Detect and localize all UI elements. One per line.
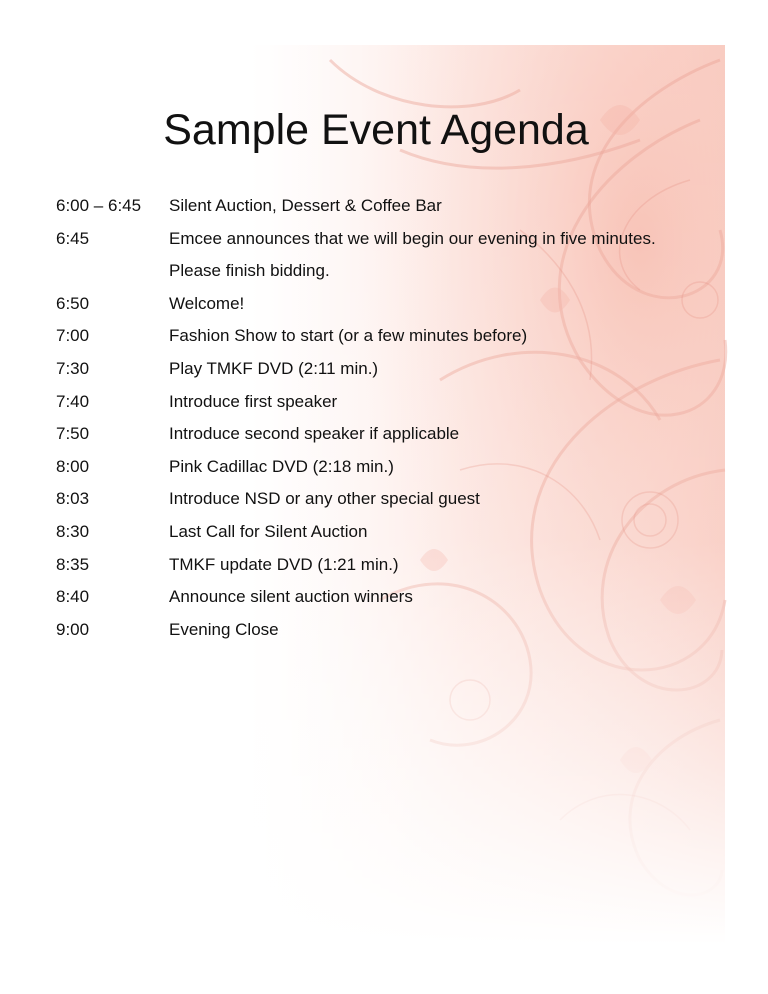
agenda-item: Fashion Show to start (or a few minutes before)	[169, 326, 528, 346]
agenda-row	[56, 356, 736, 389]
agenda-row	[56, 193, 736, 226]
agenda-item: Last Call for Silent Auction	[169, 521, 368, 541]
agenda-row	[56, 389, 736, 422]
agenda-row	[56, 617, 736, 650]
agenda-item: Play TMKF DVD (2:11 min.)	[169, 358, 379, 378]
agenda-row	[56, 454, 736, 487]
agenda-time: 7:40	[56, 391, 90, 411]
agenda-item: Pink Cadillac DVD (2:18 min.)	[169, 456, 394, 476]
agenda-row	[56, 552, 736, 585]
agenda-item: TMKF update DVD (1:21 min.)	[169, 554, 399, 574]
agenda-row	[56, 226, 736, 259]
agenda-row	[56, 258, 736, 291]
agenda-time: 6:00 – 6:45	[56, 196, 142, 215]
agenda-row	[56, 584, 736, 617]
agenda-time: 8:00	[56, 456, 90, 476]
agenda-item: Introduce first speaker	[169, 391, 338, 411]
agenda-time: 9:00	[56, 619, 90, 639]
agenda-time: 7:50	[56, 424, 90, 444]
agenda-item: Introduce second speaker if applicable	[169, 424, 460, 444]
agenda-row	[56, 323, 736, 356]
agenda-row	[56, 486, 736, 519]
agenda-time: 6:45	[56, 228, 90, 248]
agenda-time: 8:30	[56, 521, 90, 541]
agenda-time: 8:40	[56, 587, 90, 607]
agenda-list	[56, 193, 736, 649]
agenda-time: 6:50	[56, 293, 90, 313]
agenda-item: Introduce NSD or any other special guest	[169, 489, 480, 509]
agenda-row	[56, 291, 736, 324]
agenda-row	[56, 421, 736, 454]
agenda-item: Emcee announces that we will begin our evening in five minutes.	[169, 228, 656, 248]
agenda-time: 8:35	[56, 554, 90, 574]
agenda-item: Evening Close	[169, 619, 279, 639]
agenda-item: Welcome!	[169, 293, 245, 313]
agenda-item: Please finish bidding.	[169, 261, 330, 281]
page-title: Sample Event Agenda	[163, 106, 589, 154]
agenda-time: 7:00	[56, 326, 90, 346]
agenda-time: 7:30	[56, 358, 90, 378]
agenda-time: 8:03	[56, 489, 90, 509]
agenda-item: Silent Auction, Dessert & Coffee Bar	[169, 196, 442, 215]
agenda-item: Announce silent auction winners	[169, 587, 413, 607]
agenda-row	[56, 519, 736, 552]
